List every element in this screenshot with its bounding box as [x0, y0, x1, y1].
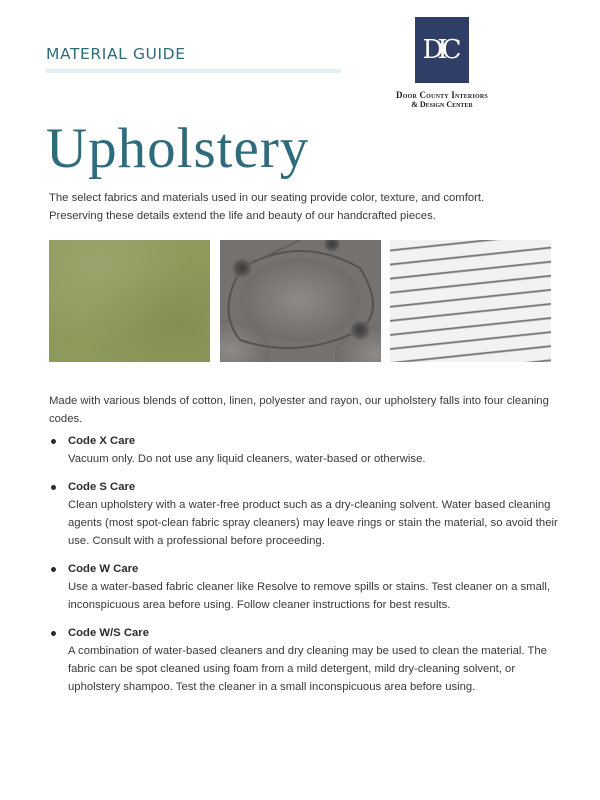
- page-title: Upholstery: [46, 117, 310, 180]
- fabric-swatches: [49, 240, 551, 362]
- logo-box: [415, 17, 469, 83]
- grey-tufted-swatch: [220, 240, 381, 362]
- company-logo: [382, 17, 502, 110]
- bullet-icon: [51, 631, 56, 636]
- code-title: Code S Care: [68, 481, 136, 493]
- code-description: Vacuum only. Do not use any liquid cleaners, water-based or otherwise.: [68, 453, 426, 465]
- striped-fabric-swatch: [390, 240, 551, 362]
- intro-line-2: Preserving these details extend the life and beauty of our handcrafted pieces.: [49, 210, 436, 222]
- intro-line-1: The select fabrics and materials used in our seating provide color, texture, and comfort.: [49, 192, 485, 204]
- code-ws-item: [49, 625, 561, 696]
- code-s-item: [49, 479, 561, 550]
- code-description: Use a water-based fabric cleaner like Resolve to remove spills or stains. Test cleaner on a small, inconspicuous area before using. Follow cleaner instructions for best results.: [68, 581, 551, 611]
- tufted-pattern: [220, 240, 381, 362]
- code-x-item: [49, 433, 561, 468]
- bullet-icon: [51, 485, 56, 490]
- bullet-icon: [51, 567, 56, 572]
- intro-paragraph: [49, 189, 559, 225]
- code-description: A combination of water-based cleaners and dry cleaning may be used to clean the material. The fabric can be spot cleaned using foam from a mild detergent, mild dry-cleaning solvent, or upholstery shampoo. Test the cleaner in a small inconspicuous area before using.: [68, 645, 547, 693]
- guide-title-rule: [46, 69, 341, 73]
- cleaning-codes-list: [49, 433, 561, 707]
- code-description: Clean upholstery with a water-free product such as a dry-cleaning solvent. Water based cleaning agents (most spot-clean fabric spray cleaners) may leave rings or stain the material, so avoid their use. Consult with a professional before proceeding.: [68, 499, 558, 547]
- code-title: Code X Care: [68, 435, 136, 447]
- green-velvet-swatch: [49, 240, 210, 362]
- code-title: Code W Care: [68, 563, 139, 575]
- code-w-item: [49, 561, 561, 614]
- logo-monogram: DIC: [422, 35, 456, 65]
- cleaning-codes-intro: Made with various blends of cotton, linen, polyester and rayon, our upholstery falls into four cleaning codes.: [49, 395, 549, 425]
- code-title: Code W/S Care: [68, 627, 149, 639]
- bullet-icon: [51, 439, 56, 444]
- guide-title: MATERIAL GUIDE: [46, 45, 186, 63]
- logo-company-subtitle: & Design Center: [411, 100, 473, 109]
- logo-company-name: Door County Interiors: [396, 90, 488, 100]
- guide-header: [46, 45, 186, 63]
